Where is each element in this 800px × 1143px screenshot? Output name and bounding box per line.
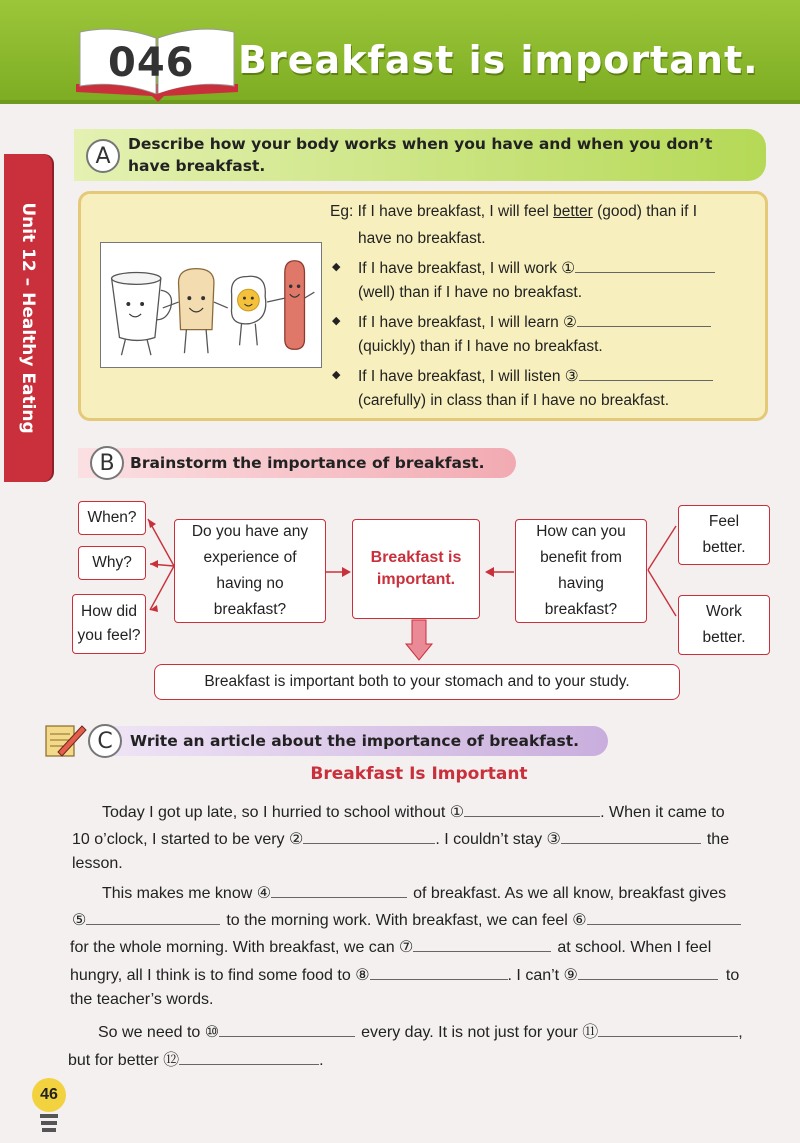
question-why: Why? xyxy=(78,546,146,580)
article-line-9 xyxy=(98,1019,743,1042)
item-1-line2: (well) than if I have no breakfast. xyxy=(358,284,583,301)
article-title: Breakfast Is Important xyxy=(310,764,528,784)
bread-icon xyxy=(163,269,228,354)
article-line-2 xyxy=(72,828,729,849)
text: This makes me know ④ xyxy=(102,885,272,902)
text: to the morning work. With breakfast, we can feel ⑥ xyxy=(226,912,587,929)
text: at school. When I feel xyxy=(557,939,712,956)
section-a-instruction xyxy=(128,133,712,177)
text: the xyxy=(706,831,730,848)
text: Today I got up late, so I hurried to school without ① xyxy=(102,804,465,821)
section-a-instruction-bar xyxy=(74,129,766,181)
experience-box: Do you have any experience of having no breakfast? xyxy=(174,519,326,623)
writing-pencil-icon xyxy=(44,722,90,758)
question-when: When? xyxy=(78,501,146,535)
example-line2: have no breakfast. xyxy=(358,230,486,247)
section-b-instruction-bar xyxy=(78,448,516,478)
example-line xyxy=(330,203,697,221)
example-suffix: (good) than if I xyxy=(592,203,698,220)
page-number: 46 xyxy=(32,1078,66,1112)
text: . xyxy=(319,1052,324,1069)
item-2-text: If I have breakfast, I will learn ② xyxy=(358,314,577,331)
bullet-icon: ◆ xyxy=(332,369,341,381)
blank-2[interactable] xyxy=(577,311,711,327)
item-2-line2: (quickly) than if I have no breakfast. xyxy=(358,338,603,355)
blank-article-2[interactable] xyxy=(303,828,435,844)
article-line-8: the teacher’s words. xyxy=(70,991,214,1008)
bullet-icon: ◆ xyxy=(332,261,341,273)
text: . I couldn’t stay ③ xyxy=(435,831,561,848)
text: but for better ⑫ xyxy=(68,1052,180,1069)
unit-side-tab xyxy=(4,154,52,482)
sausage-icon xyxy=(267,261,314,350)
lightbulb-base-icon xyxy=(38,1112,60,1136)
text: to xyxy=(725,967,740,984)
text: ⑤ xyxy=(72,912,87,929)
unit-number: 046 xyxy=(108,40,195,86)
blank-1[interactable] xyxy=(575,257,715,273)
blank-article-6[interactable] xyxy=(587,909,741,925)
unit-side-tab-label: Unit 12 – Healthy Eating xyxy=(18,202,38,434)
page-title: Breakfast is important. xyxy=(238,38,759,82)
blank-article-5[interactable] xyxy=(86,909,220,925)
example-prefix: Eg: If I have breakfast, I will feel xyxy=(330,203,554,220)
item-3-text: If I have breakfast, I will listen ③ xyxy=(358,368,579,385)
blank-article-11[interactable] xyxy=(598,1021,738,1037)
breakfast-foods-illustration xyxy=(100,242,322,368)
benefit-box: How can you benefit from having breakfast? xyxy=(515,519,647,623)
blank-article-7[interactable] xyxy=(413,936,551,952)
item-1-text: If I have breakfast, I will work ① xyxy=(358,260,576,277)
example-answer: better xyxy=(553,203,593,220)
section-a-instruction-line2: have breakfast. xyxy=(128,157,266,175)
text: for the whole morning. With breakfast, we can ⑦ xyxy=(70,939,414,956)
blank-3[interactable] xyxy=(579,365,713,381)
section-c-badge: C xyxy=(88,724,122,758)
text: of breakfast. As we all know, breakfast gives xyxy=(413,885,727,902)
section-c-instruction-bar xyxy=(106,726,608,756)
section-c-instruction: Write an article about the importance of breakfast. xyxy=(130,732,580,750)
blank-article-9[interactable] xyxy=(578,964,718,980)
cup-icon xyxy=(112,273,172,356)
section-b-badge: B xyxy=(90,446,124,480)
item-1-line1 xyxy=(358,257,715,278)
article-line-1 xyxy=(102,801,725,822)
article-line-5 xyxy=(72,909,741,930)
question-how-did-you-feel: How did you feel? xyxy=(72,594,146,654)
blank-article-8[interactable] xyxy=(370,964,508,980)
section-a-badge: A xyxy=(86,139,120,173)
text: , xyxy=(738,1024,743,1041)
article-line-6 xyxy=(70,936,711,957)
article-line-4 xyxy=(102,882,726,903)
text: . When it came to xyxy=(600,804,725,821)
text: So we need to ⑩ xyxy=(98,1024,220,1041)
fried-egg-icon xyxy=(231,276,265,345)
text: hungry, all I think is to find some food to ⑧ xyxy=(70,967,370,984)
article-line-3: lesson. xyxy=(72,855,123,872)
blank-article-10[interactable] xyxy=(219,1021,355,1037)
section-b-instruction: Brainstorm the importance of breakfast. xyxy=(130,454,485,472)
blank-article-3[interactable] xyxy=(561,828,701,844)
blank-article-1[interactable] xyxy=(464,801,600,817)
bullet-icon: ◆ xyxy=(332,315,341,327)
article-line-7 xyxy=(70,964,739,985)
text: 10 o’clock, I started to be very ② xyxy=(72,831,304,848)
conclusion-box: Breakfast is important both to your stomach and to your study. xyxy=(154,664,680,700)
benefit-feel-better: Feel better. xyxy=(678,505,770,565)
item-3-line1 xyxy=(358,365,713,386)
item-2-line1 xyxy=(358,311,711,332)
article-line-10 xyxy=(68,1047,324,1070)
blank-article-4[interactable] xyxy=(271,882,407,898)
item-3-line2: (carefully) in class than if I have no breakfast. xyxy=(358,392,670,409)
central-idea-box: Breakfast is important. xyxy=(352,519,480,619)
section-a-instruction-line1: Describe how your body works when you have and when you don’t xyxy=(128,135,713,153)
text: every day. It is not just for your ⑪ xyxy=(361,1024,599,1041)
blank-article-12[interactable] xyxy=(179,1049,319,1065)
benefit-work-better: Work better. xyxy=(678,595,770,655)
text: . I can’t ⑨ xyxy=(507,967,578,984)
